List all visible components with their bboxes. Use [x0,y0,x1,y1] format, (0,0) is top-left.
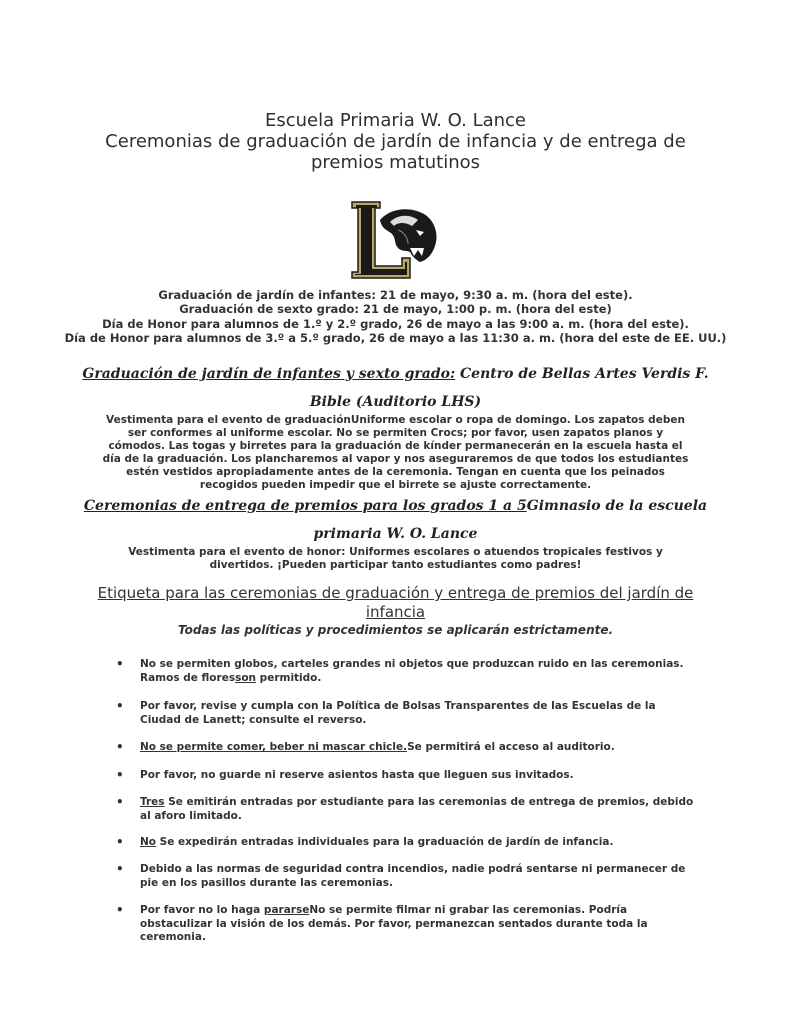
etiquette-heading: Etiqueta para las ceremonias de graduación y entrega de premios del jardín de infancia [97,584,694,621]
list-item: • Por favor no lo haga pararseNo se permite filmar ni grabar las ceremonias. Podría obstaculizar la visión de los demás. Por favor, permanezcan sentados durante toda la ceremonia. [140,904,696,945]
awards-attire: Vestimenta para el evento de honor: Uniformes escolares o atuendos tropicales festivos y divertidos. ¡Pueden participar tanto estudiantes como padres! [128,546,663,571]
awards-venue: Gimnasio de la escuela primaria W. O. Lance [313,498,708,542]
date-kinder: Graduación de jardín de infantes: 21 de mayo, 9:30 a. m. (hora del este). [158,288,633,302]
date-honor-1-2: Día de Honor para alumnos de 1.º y 2.º grado, 26 de mayo a las 9:00 a. m. (hora del este). [102,317,689,331]
ceremony-title-line-2: premios matutinos [310,152,481,173]
list-item: • Por favor, no guarde ni reserve asientos hasta que lleguen sus invitados. [140,769,696,783]
graduation-attire: Vestimenta para el evento de graduaciónUniforme escolar o ropa de domingo. Los zapatos deben ser conformes al uniforme escolar. No se permiten Crocs; por favor, usen zapatos planos y cómodos. Las togas y birretes para la graduación de kínder permanecerán en la escuela hasta el día de la graduación. Los plancharemos al vapor y nos aseguraremos de que todos los estudiantes estén vestidos apropiadamente antes de la ceremonia. Tengan en cuenta que los peinados recogidos pueden impedir que el birrete se ajuste correctamente. [102,414,689,491]
list-item: • No se permite comer, beber ni mascar chicle.Se permitirá el acceso al auditorio. [140,741,696,755]
awards-label: Ceremonias de entrega de premios para los grados 1 a 5 [83,498,527,514]
list-item: • Tres Se emitirán entradas por estudiante para las ceremonias de entrega de premios, debido al aforo limitado. [140,796,696,823]
ceremony-title-line-1: Ceremonias de graduación de jardín de infancia y de entrega de [105,131,686,152]
list-item: • Por favor, revise y cumpla con la Política de Bolsas Transparentes de las Escuelas de la Ciudad de Lanett; consulte el reverso. [140,700,696,727]
date-sixth-grade: Graduación de sexto grado: 21 de mayo, 1:00 p. m. (hora del este) [179,302,612,316]
list-item: • Debido a las normas de seguridad contra incendios, nadie podrá sentarse ni permanecer de pie en los pasillos durante las ceremonias. [140,863,696,890]
graduation-venue: Centro de Bellas Artes Verdis F. Bible (Auditorio LHS) [309,366,709,410]
graduation-label: Graduación de jardín de infantes y sexto grado: [82,366,456,382]
list-item: • No Se expedirán entradas individuales para la graduación de jardín de infancia. [140,836,696,850]
policy-note: Todas las políticas y procedimientos se aplicarán estrictamente. [177,623,614,637]
awards-venue-heading [80,492,711,548]
panther-logo-icon [350,200,440,280]
date-honor-3-5: Día de Honor para alumnos de 3.º a 5.º grado, 26 de mayo a las 11:30 a. m. (hora del este de EE. UU.) [64,331,727,345]
list-item: • No se permiten globos, carteles grandes ni objetos que produzcan ruido en las ceremonias. Ramos de floresson permitido. [140,658,696,685]
school-title: Escuela Primaria W. O. Lance [264,110,527,131]
graduation-venue-heading [80,360,711,416]
